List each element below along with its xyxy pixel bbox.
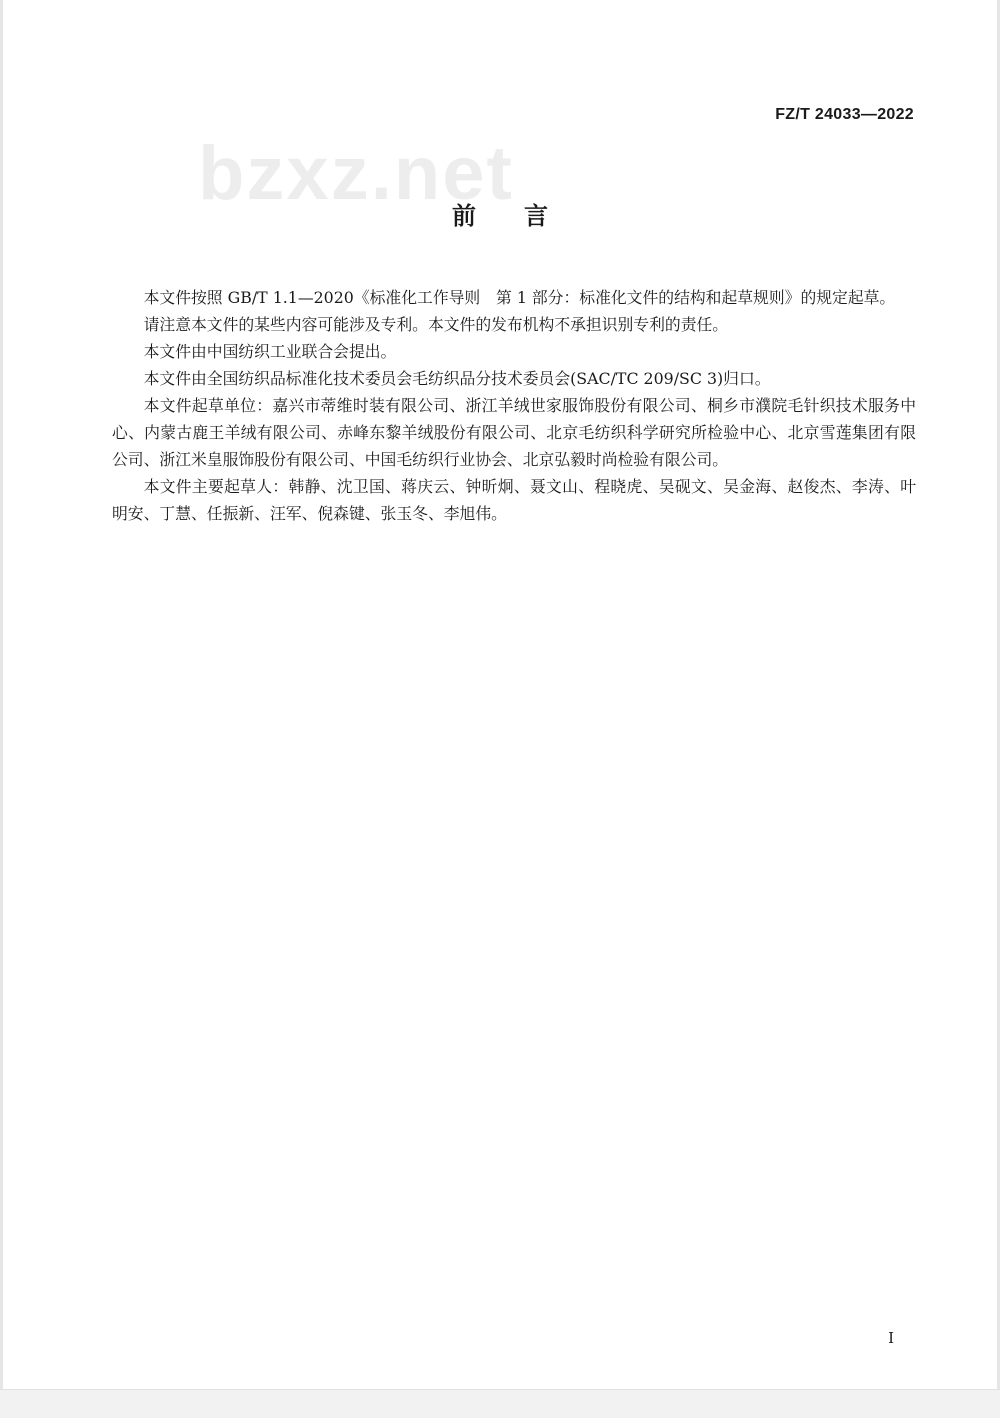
- paragraph-administrator: 本文件由全国纺织品标准化技术委员会毛纺织品分技术委员会(SAC/TC 209/SC 3)归口。: [143, 369, 771, 388]
- page-number: I: [888, 1329, 894, 1347]
- standard-code: FZ/T 24033—2022: [775, 106, 914, 123]
- watermark: bzxz.net: [198, 131, 514, 216]
- paragraph-drafting-units: 本文件起草单位：嘉兴市蒂维时装有限公司、浙江羊绒世家服饰股份有限公司、桐乡市濮院毛针织技术服务中心、内蒙古鹿王羊绒有限公司、赤峰东黎羊绒股份有限公司、北京毛纺织科学研究所检验中心、北京雪莲集团有限公司、浙江米皇服饰股份有限公司、中国毛纺织行业协会、北京弘毅时尚检验有限公司。: [112, 396, 916, 469]
- paragraph-drafting-rules: 本文件按照 GB/T 1.1—2020《标准化工作导则 第 1 部分：标准化文件的结构和起草规则》的规定起草。: [143, 288, 896, 307]
- paragraph-patent-notice: 请注意本文件的某些内容可能涉及专利。本文件的发布机构不承担识别专利的责任。: [143, 315, 729, 334]
- viewer-bottom-strip: [0, 1389, 1000, 1418]
- document-body: [112, 284, 916, 527]
- paragraph-proposer: 本文件由中国纺织工业联合会提出。: [143, 342, 397, 361]
- paragraph-drafters: 本文件主要起草人：韩静、沈卫国、蒋庆云、钟昕炯、聂文山、程晓虎、吴砚文、吴金海、赵俊杰、李涛、叶明安、丁慧、任振新、汪军、倪森键、张玉冬、李旭伟。: [112, 477, 916, 523]
- page-title: 前言: [452, 202, 596, 230]
